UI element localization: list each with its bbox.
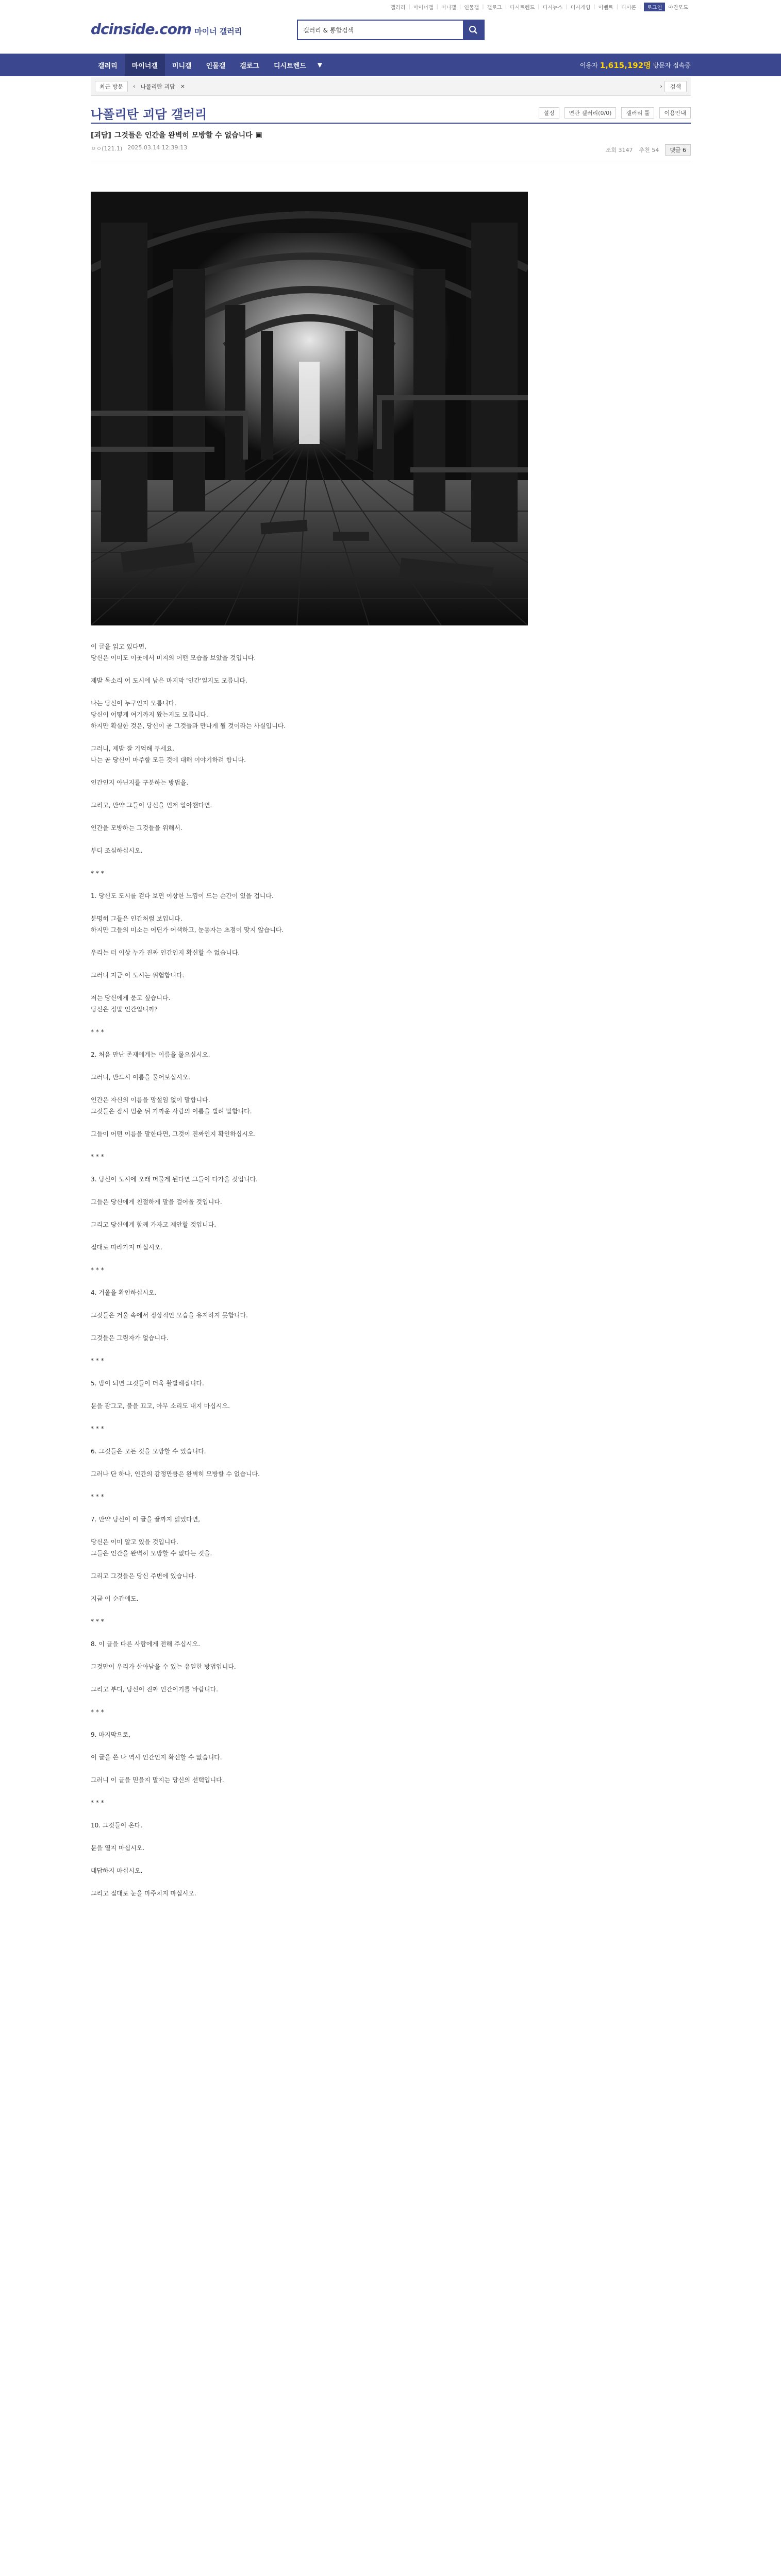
gallery-tools bbox=[539, 107, 691, 118]
post-header bbox=[91, 130, 691, 161]
search-button[interactable] bbox=[463, 21, 484, 39]
content-blank-line bbox=[91, 1276, 691, 1287]
content-blank-line bbox=[91, 1559, 691, 1570]
content-line: 3. 당신이 도시에 오래 머물게 된다면 그들이 다가올 것입니다. bbox=[91, 1176, 258, 1183]
recent-gallery-link[interactable]: 나폴리탄 괴담 bbox=[140, 83, 175, 90]
logo-brand[interactable]: dcinside.com bbox=[91, 21, 192, 38]
content-line: 그들은 인간을 완벽히 모방할 수 없다는 것을. bbox=[91, 1550, 212, 1557]
content-blank-line bbox=[91, 1434, 691, 1446]
content-line: 8. 이 글을 다른 사람에게 전해 주십시오. bbox=[91, 1640, 201, 1648]
util-link[interactable]: 디시콘 bbox=[621, 5, 636, 11]
post-views: 조회 3147 bbox=[605, 147, 633, 154]
gallery-tool-button[interactable]: 이용안내 bbox=[659, 107, 691, 118]
util-separator: | bbox=[408, 4, 410, 10]
content-line: 4. 거울을 확인하십시오. bbox=[91, 1289, 157, 1296]
content-blank-line bbox=[91, 1253, 691, 1264]
util-separator: | bbox=[639, 4, 641, 10]
content-line: 그것들은 거울 속에서 정상적인 모습을 유지하지 못합니다. bbox=[91, 1312, 248, 1319]
content-blank-line bbox=[91, 1208, 691, 1219]
logo-subtitle[interactable]: 마이너 갤러리 bbox=[194, 27, 242, 36]
gallery-title[interactable]: 나폴리탄 괴담 갤러리 bbox=[91, 107, 207, 122]
content-divider: * * * bbox=[91, 870, 104, 877]
util-separator: | bbox=[593, 4, 595, 10]
util-link[interactable]: 이벤트 bbox=[598, 5, 613, 11]
content-blank-line bbox=[91, 1298, 691, 1310]
post-recommends: 추천 54 bbox=[639, 147, 659, 154]
top-utility-bar bbox=[390, 2, 688, 11]
content-blank-line bbox=[91, 1140, 691, 1151]
content-blank-line bbox=[91, 936, 691, 947]
content-blank-line bbox=[91, 902, 691, 913]
content-line: 이 글을 쓴 나 역시 인간인지 확신할 수 없습니다. bbox=[91, 1754, 222, 1761]
content-blank-line bbox=[91, 1117, 691, 1128]
content-line: 그러니 지금 이 도시는 위험합니다. bbox=[91, 972, 185, 979]
content-blank-line bbox=[91, 811, 691, 822]
content-line: 하지만 그들의 미소는 어딘가 어색하고, 눈동자는 초점이 맞지 않습니다. bbox=[91, 926, 284, 934]
content-line: 그것만이 우리가 살아남을 수 있는 유일한 방법입니다. bbox=[91, 1663, 236, 1670]
night-mode-toggle[interactable]: 야간모드 bbox=[668, 5, 688, 11]
content-line: 분명히 그들은 인간처럼 보입니다. bbox=[91, 915, 182, 922]
content-line: 그리고 당신에게 함께 가자고 제안할 것입니다. bbox=[91, 1221, 217, 1228]
content-blank-line bbox=[91, 1604, 691, 1616]
content-line: 그리고 부디, 당신이 진짜 인간이기를 바랍니다. bbox=[91, 1686, 218, 1693]
chevron-right-icon[interactable]: › bbox=[660, 83, 662, 90]
content-blank-line bbox=[91, 1412, 691, 1423]
content-line: 문을 열지 마십시오. bbox=[91, 1844, 145, 1852]
content-line: 대답하지 마십시오. bbox=[91, 1867, 143, 1874]
content-divider: * * * bbox=[91, 1266, 104, 1274]
content-blank-line bbox=[91, 1015, 691, 1026]
content-line: 당신은 이미도 이곳에서 미지의 어떤 모습을 보았을 것입니다. bbox=[91, 654, 256, 662]
content-line: 문을 잠그고, 불을 끄고, 아무 소리도 내지 마십시오. bbox=[91, 1402, 230, 1410]
content-line: 10. 그것들이 온다. bbox=[91, 1822, 143, 1829]
gallery-tool-button[interactable]: 설정 bbox=[539, 107, 559, 118]
content-line: 이 글을 읽고 있다면, bbox=[91, 643, 146, 650]
content-line: 당신이 어떻게 여기까지 왔는지도 모릅니다. bbox=[91, 711, 208, 718]
content-divider: * * * bbox=[91, 1028, 104, 1036]
util-separator: | bbox=[566, 4, 568, 10]
post-title bbox=[91, 130, 691, 140]
content-blank-line bbox=[91, 1038, 691, 1049]
content-divider: * * * bbox=[91, 1357, 104, 1364]
content-line: 우리는 더 이상 누가 진짜 인간인지 확신할 수 없습니다. bbox=[91, 949, 240, 956]
content-divider: * * * bbox=[91, 1799, 104, 1806]
content-line: 그러니, 제발 잘 기억해 두세요. bbox=[91, 745, 174, 752]
content-divider: * * * bbox=[91, 1493, 104, 1500]
content-line: 인간을 모방하는 그것들을 위해서. bbox=[91, 824, 182, 832]
content-divider: * * * bbox=[91, 1618, 104, 1625]
content-blank-line bbox=[91, 856, 691, 868]
content-line: 부디 조심하십시오. bbox=[91, 847, 143, 854]
content-blank-line bbox=[91, 1763, 691, 1774]
content-blank-line bbox=[91, 1650, 691, 1661]
util-separator: | bbox=[616, 4, 619, 10]
content-blank-line bbox=[91, 1060, 691, 1072]
recent-visit-bar bbox=[91, 77, 691, 96]
comment-count-button[interactable]: 댓글 6 bbox=[665, 144, 691, 156]
content-line: 하지만 확실한 것은, 당신이 곧 그것들과 만나게 될 것이라는 사실입니다. bbox=[91, 722, 286, 730]
content-line: 저는 당신에게 묻고 싶습니다. bbox=[91, 994, 171, 1002]
gallery-title-bar bbox=[91, 103, 691, 124]
content-line: 당신은 이미 알고 있을 것입니다. bbox=[91, 1538, 178, 1546]
content-blank-line bbox=[91, 981, 691, 992]
content-blank-line bbox=[91, 834, 691, 845]
util-separator: | bbox=[482, 4, 484, 10]
gnb-item[interactable]: 갤로그 bbox=[240, 62, 259, 70]
content-blank-line bbox=[91, 1230, 691, 1242]
chevron-left-icon[interactable]: ‹ bbox=[133, 83, 136, 90]
post-title-text: 그것들은 인간을 완벽히 모방할 수 없습니다 bbox=[114, 131, 253, 140]
gallery-tool-button[interactable]: 연관 갤러리(0/0) bbox=[564, 107, 617, 118]
content-divider: * * * bbox=[91, 1425, 104, 1432]
site-header bbox=[0, 14, 781, 44]
content-line: 그리고 절대로 눈을 마주치지 마십시오. bbox=[91, 1890, 196, 1897]
content-blank-line bbox=[91, 1457, 691, 1468]
content-line: 9. 마지막으로, bbox=[91, 1731, 131, 1738]
content-blank-line bbox=[91, 1480, 691, 1491]
content-line: 그리고 그것들은 당신 주변에 있습니다. bbox=[91, 1572, 196, 1580]
content-line: 절대로 따라가지 마십시오. bbox=[91, 1244, 162, 1251]
util-separator: | bbox=[538, 4, 540, 10]
content-blank-line bbox=[91, 766, 691, 777]
content-line: 지금 이 순간에도. bbox=[91, 1595, 139, 1602]
gnb-item[interactable]: 갤러리 bbox=[98, 62, 118, 70]
util-link[interactable]: 디시게임 bbox=[570, 5, 591, 11]
util-link[interactable]: 갤로그 bbox=[487, 5, 502, 11]
content-blank-line bbox=[91, 1718, 691, 1729]
corridor-illustration bbox=[91, 192, 528, 625]
content-blank-line bbox=[91, 1786, 691, 1797]
gnb-item[interactable]: 미니갤 bbox=[172, 62, 192, 70]
post-content bbox=[91, 641, 691, 1899]
content-blank-line bbox=[91, 1627, 691, 1638]
gallery-tool-button[interactable]: 갤러리 툴 bbox=[621, 107, 654, 118]
content-blank-line bbox=[91, 1083, 691, 1094]
content-blank-line bbox=[91, 686, 691, 698]
image-attached-icon: ▣ bbox=[255, 131, 262, 139]
util-link[interactable]: 마이너갤 bbox=[413, 5, 434, 11]
post-category: [괴담] bbox=[91, 131, 111, 140]
content-blank-line bbox=[91, 664, 691, 675]
content-line: 당신은 정말 인간입니까? bbox=[91, 1006, 158, 1013]
content-blank-line bbox=[91, 732, 691, 743]
content-blank-line bbox=[91, 1502, 691, 1514]
content-blank-line bbox=[91, 1582, 691, 1593]
content-divider: * * * bbox=[91, 1153, 104, 1160]
post-meta bbox=[91, 144, 691, 161]
content-blank-line bbox=[91, 1344, 691, 1355]
content-line: 5. 밤이 되면 그것들이 더욱 활발해집니다. bbox=[91, 1380, 204, 1387]
util-link[interactable]: 미니갤 bbox=[441, 5, 456, 11]
global-nav bbox=[0, 54, 781, 76]
gnb-item[interactable]: 인물갤 bbox=[206, 62, 226, 70]
content-line: 그러니, 반드시 이름을 물어보십시오. bbox=[91, 1074, 190, 1081]
recent-search-button[interactable]: 검색 bbox=[664, 81, 687, 92]
content-blank-line bbox=[91, 1389, 691, 1400]
content-blank-line bbox=[91, 1808, 691, 1820]
recent-visit-label[interactable]: 최근 방문 bbox=[95, 81, 128, 92]
post-date: 2025.03.14 12:39:13 bbox=[127, 144, 188, 151]
search-bar bbox=[297, 20, 485, 40]
content-line: 그러나 단 하나, 인간의 감정만큼은 완벽히 모방할 수 없습니다. bbox=[91, 1470, 260, 1478]
content-blank-line bbox=[91, 1695, 691, 1706]
content-line: 그것들은 그림자가 없습니다. bbox=[91, 1334, 169, 1342]
content-blank-line bbox=[91, 879, 691, 890]
content-blank-line bbox=[91, 1831, 691, 1842]
content-blank-line bbox=[91, 1876, 691, 1888]
content-blank-line bbox=[91, 1854, 691, 1865]
visitor-label: 이용자 bbox=[579, 61, 598, 69]
post-author[interactable]: ㅇㅇ(121.1) bbox=[91, 145, 123, 152]
content-line: 그리고, 만약 그들이 당신을 먼저 알아챈다면. bbox=[91, 802, 212, 809]
login-button[interactable]: 로그인 bbox=[644, 3, 665, 11]
content-divider: * * * bbox=[91, 1708, 104, 1716]
post-image[interactable] bbox=[91, 192, 528, 625]
search-icon bbox=[469, 25, 478, 35]
util-separator: | bbox=[505, 4, 507, 10]
util-link[interactable]: 디시뉴스 bbox=[542, 5, 563, 11]
gnb-item[interactable]: 디시트렌드 bbox=[273, 62, 306, 70]
close-icon[interactable]: × bbox=[180, 83, 185, 90]
content-line: 그들이 어떤 이름을 말한다면, 그것이 진짜인지 확인하십시오. bbox=[91, 1130, 256, 1138]
site-logo[interactable] bbox=[91, 21, 242, 38]
visitor-suffix: 방문자 접속중 bbox=[653, 61, 691, 69]
content-line: 그들은 당신에게 친절하게 말을 걸어올 것입니다. bbox=[91, 1198, 222, 1206]
search-input[interactable] bbox=[298, 21, 463, 39]
content-line: 인간은 자신의 이름을 망설임 없이 말합니다. bbox=[91, 1096, 210, 1104]
visitor-counter bbox=[580, 60, 691, 71]
content-blank-line bbox=[91, 1672, 691, 1684]
content-blank-line bbox=[91, 1321, 691, 1332]
util-separator: | bbox=[459, 4, 461, 10]
content-line: 나는 곧 당신이 마주할 모든 것에 대해 이야기하려 합니다. bbox=[91, 756, 246, 764]
content-line: 1. 당신도 도시를 걷다 보면 이상한 느낌이 드는 순간이 있을 겁니다. bbox=[91, 892, 274, 900]
content-line: 제발 목소리 어 도시에 남은 마지막 '인간'일지도 모릅니다. bbox=[91, 677, 247, 684]
util-link[interactable]: 갤러리 bbox=[390, 5, 406, 11]
util-separator: | bbox=[436, 4, 438, 10]
content-line: 나는 당신이 누구인지 모릅니다. bbox=[91, 700, 176, 707]
content-line: 6. 그것들은 모든 것을 모방할 수 있습니다. bbox=[91, 1448, 206, 1455]
util-link[interactable]: 디시트렌드 bbox=[509, 5, 535, 11]
gnb-more-icon[interactable]: ▼ bbox=[317, 61, 323, 69]
content-line: 인간인지 아닌지를 구분하는 방법을. bbox=[91, 779, 189, 786]
content-blank-line bbox=[91, 1366, 691, 1378]
util-link[interactable]: 인물갤 bbox=[464, 5, 479, 11]
content-blank-line bbox=[91, 1525, 691, 1536]
content-blank-line bbox=[91, 1740, 691, 1752]
content-line: 그러니 이 글을 믿을지 말지는 당신의 선택입니다. bbox=[91, 1776, 224, 1784]
content-line: 그것들은 잠시 멈춘 뒤 가까운 사람의 이름을 빌려 말합니다. bbox=[91, 1108, 252, 1115]
content-blank-line bbox=[91, 958, 691, 970]
visitor-count: 1,615,192명 bbox=[600, 60, 651, 70]
content-blank-line bbox=[91, 1162, 691, 1174]
gnb-item[interactable]: 마이너갤 bbox=[125, 54, 165, 76]
content-blank-line bbox=[91, 1185, 691, 1196]
content-line: 2. 처음 만난 존재에게는 이름을 물으십시오. bbox=[91, 1051, 210, 1058]
content-line: 7. 만약 당신이 이 글을 끝까지 읽었다면, bbox=[91, 1516, 201, 1523]
content-blank-line bbox=[91, 788, 691, 800]
